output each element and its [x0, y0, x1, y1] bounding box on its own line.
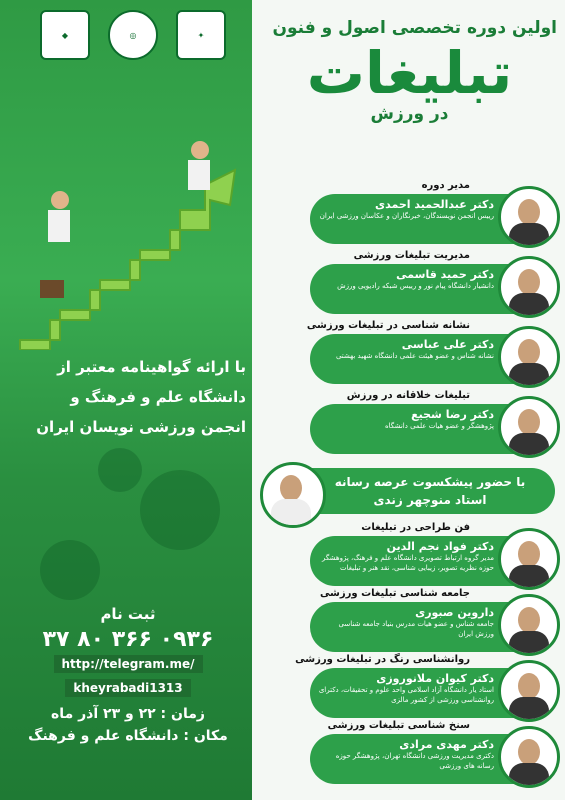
- speaker-card: [310, 334, 520, 384]
- guest-line-2: استاد منوچهر زندی: [373, 493, 487, 507]
- speaker-name: دکتر مهدی مرادی: [399, 738, 494, 751]
- speaker-card: [310, 194, 520, 244]
- header-subtitle: اولین دوره تخصصی اصول و فنون: [272, 18, 557, 38]
- speaker-photo: [498, 326, 560, 388]
- telegram-link[interactable]: http://telegram.me/: [54, 655, 203, 673]
- speaker-desc: دانشیار دانشگاه پیام نور و رییس شبکه رادیویی ورزش: [337, 282, 494, 290]
- speaker-desc: دکتری مدیریت ورزشی دانشگاه تهران، پژوهشگر حوزه رسانه های ورزشی: [335, 752, 494, 770]
- logos: [40, 10, 226, 60]
- header-title: تبلیغات: [306, 39, 513, 107]
- registration-block: [10, 605, 246, 744]
- header-subtitle-2: در ورزش: [370, 104, 449, 124]
- speaker-category: مدیر دوره: [421, 180, 470, 191]
- sports-equipment-illustration: [10, 430, 240, 620]
- speaker-name: دکتر کیوان ملانوروزی: [376, 672, 494, 685]
- association-logo-icon: ◎: [108, 10, 158, 60]
- guest-line-1: با حضور پیشکسوت عرصه رسانه: [334, 475, 526, 489]
- speaker-name: دکتر رضا شجیع: [411, 408, 494, 421]
- speaker-category: تبلیغات خلاقانه در ورزش: [346, 390, 470, 401]
- speaker-card: [310, 536, 520, 586]
- speaker-desc: رییس انجمن نویسندگان، خبرنگاران و عکاسان ورزشی ایران: [319, 212, 494, 220]
- registration-phone[interactable]: ۰۹۳۶ ۳۶۶ ۸۰ ۳۷: [42, 627, 214, 652]
- speaker-photo: [498, 528, 560, 590]
- speaker-photo: [498, 594, 560, 656]
- cert-line-2: دانشگاه علم و فرهنگ و: [70, 388, 246, 406]
- cert-line-3: انجمن ورزشی نویسان ایران: [36, 418, 246, 436]
- speaker-category: فن طراحی در تبلیغات: [361, 522, 470, 533]
- speaker-desc: مدیر گروه ارتباط تصویری دانشگاه علم و فرهنگ، پژوهشگر حوزه نظریه تصویر، زیبایی شناسی، نقد هنر و تبلیغات: [321, 554, 494, 572]
- speaker-card: [310, 404, 520, 454]
- speaker-card: [310, 602, 520, 652]
- speaker-category: سنخ شناسی تبلیغات ورزشی: [327, 720, 470, 731]
- speaker-name: دکتر علی عباسی: [401, 338, 494, 351]
- speaker-card: [310, 668, 520, 718]
- speaker-category: روانشناسی رنگ در تبلیغات ورزشی: [295, 654, 470, 665]
- speaker-category: جامعه شناسی تبلیغات ورزشی: [319, 588, 470, 599]
- speaker-photo: [498, 396, 560, 458]
- telegram-handle[interactable]: kheyrabadi1313: [65, 679, 190, 697]
- speaker-name: داروین صبوری: [415, 606, 494, 619]
- poster-header: [262, 18, 557, 124]
- registration-title: ثبت نام: [100, 605, 156, 623]
- speaker-desc: استاد یار دانشگاه آزاد اسلامی واحد علوم و تحقیقات، دکترای روانشناسی ورزشی از کشور مالزی: [318, 686, 494, 704]
- speaker-desc: پژوهشگر و عضو هیات علمی دانشگاه: [384, 422, 494, 430]
- speaker-category: نشانه شناسی در تبلیغات ورزشی: [306, 320, 470, 331]
- speaker-card: [310, 264, 520, 314]
- growth-arrow-illustration: [0, 110, 250, 350]
- event-place: مکان : دانشگاه علم و فرهنگ: [28, 728, 228, 744]
- speaker-card: [310, 734, 520, 784]
- left-panel: [0, 0, 252, 800]
- speaker-photo: [498, 256, 560, 318]
- speaker-desc: نشانه شناس و عضو هیئت علمی دانشگاه شهید بهشتی: [335, 352, 494, 360]
- guest-photo: [260, 462, 326, 528]
- guest-card: [305, 468, 555, 514]
- speaker-desc: جامعه شناس و عضو هیات مدرس بنیاد جامعه شناسی ورزش ایران: [338, 620, 494, 638]
- speaker-photo: [498, 660, 560, 722]
- speaker-photo: [498, 726, 560, 788]
- university-logo-icon: ◆: [40, 10, 90, 60]
- cert-line-1: با ارائه گواهینامه معتبر از: [57, 358, 246, 376]
- speaker-name: دکتر حمید قاسمی: [396, 268, 494, 281]
- speaker-name: دکتر عبدالحمید احمدی: [375, 198, 494, 211]
- speaker-name: دکتر فواد نجم الدین: [386, 540, 494, 553]
- certificate-text: [8, 352, 246, 442]
- event-time: زمان : ۲۲ و ۲۳ آذر ماه: [51, 706, 205, 722]
- sport-logo-icon: ✦: [176, 10, 226, 60]
- speaker-photo: [498, 186, 560, 248]
- speaker-category: مدیریت تبلیغات ورزشی: [353, 250, 470, 261]
- guest-banner: [260, 462, 560, 520]
